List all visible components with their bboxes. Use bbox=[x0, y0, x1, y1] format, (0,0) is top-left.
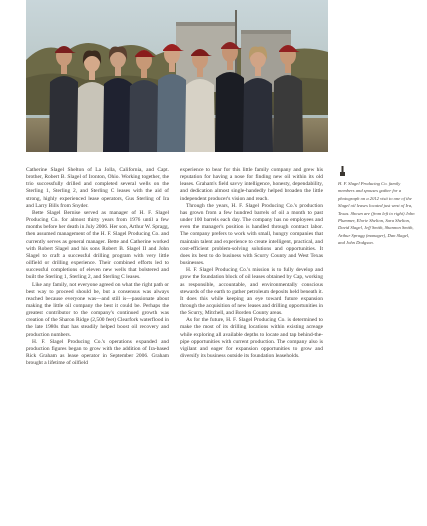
article-paragraph: Bette Slagel Bernise served as manager of H. F. Slagel Producing Co. for almost thirty years from 1976 until a few months before her death in July 2006. Her son, Arthur W. Spragg, then assumed management of the H. F. Slagel Producing Co. and currently serves as general manager. Bette and Catherine worked with Robert Slagel and his sons Robert B. Slagel II and John Slagel to craft a successful drilling program with very little oilfield or drilling experience. Their combined efforts led to successful completions of eleven new wells that bolstered and built the Sterling 1, Sterling 2, and Sterling C leases. bbox=[26, 209, 170, 281]
article-paragraph: Catherine Slagel Shelton of La Jolla, California, and Capt. brother, Robert B. Slagel of Ironton, Ohio. Working together, the trio successfully drilled and completed several wells on the Sterling 1, Sterling 2, and Sterling C leases with the aid of strong, highly experienced lease operators, Gus Sterling of Ira and Larry Bills from Snyder. bbox=[26, 167, 169, 209]
group-photo-icon bbox=[26, 0, 328, 152]
person-figure bbox=[77, 82, 107, 152]
group-photo bbox=[26, 0, 328, 152]
caption-marker-icon bbox=[340, 166, 345, 176]
person-figure bbox=[273, 75, 303, 152]
article-paragraph: Through the years, H. F. Slagel Producing Co.'s production has grown from a few hundred barrels of oil a month to past under 100 barrels each day. The company has no employees and even the manager's position is handled through contract labor. The company prefers to work with small, hungry companies that maintain talent and experience to create intelligent, practical, and cost-efficient problem-solving solutions and opportunities. It does its best to do business with Scurry County and West Texas businesses. bbox=[180, 202, 323, 267]
article-column-right bbox=[180, 167, 323, 360]
article-paragraph: Like any family, not everyone agreed on what the right path or best way to proceed should be, but a consensus was always reached because everyone was—and still is—passionate about making the little oil company the best it could be. Perhaps the greatest contributor to the company's continued growth was creation of the Sharon Ridge (2,500 feet) Clearfork waterflood in the late 1980s that has steadily helped boost oil recovery and production numbers. bbox=[26, 281, 169, 338]
article-paragraph: H. F. Slagel Producing Co.'s mission is to fully develop and grow the foundation block of oil leases obtained by Cap, working as responsible, accountable, and environmentally conscious stewards of the earth to gather petroleum deposits held beneath it. It does this while keeping an eye toward future expansion through the acquisition of new leases and drilling opportunities in the Scurry, Mitchell, and Borden County areas. bbox=[180, 267, 324, 317]
person-figure bbox=[157, 74, 187, 152]
article-paragraph: experience to bear for this little family company and grew his reputation for having a nose for finding new oil within its old leases. Graham's field savvy intelligence, honesty, dependability, and dedication almost single-handedly helped broaden the little independent producer's vision and reach. bbox=[180, 167, 323, 202]
person-figure bbox=[103, 78, 133, 152]
article-paragraph: As for the future, H. F. Slagel Producing Co. is determined to make the most of its drilling locations within existing acreage while exploring all available depths to locate and tap behind-the-pipe opportunities with current production. The company also is vigilant and eager for expansion opportunities to grow and diversify its business outside its foundation leaseholds. bbox=[180, 317, 323, 360]
article-column-left bbox=[26, 167, 169, 367]
person-figure bbox=[49, 76, 79, 152]
person-figure bbox=[129, 80, 159, 152]
photo-caption: H. F. Slagel Producing Co. family members and spouses gather for a photograph on a 2012 visit to one of the Slagel oil leases located just west of Ira, Texas. Shown are (from left to right) John Plummer, Elorie Shelton, Sara Shelton, David Slagel, Jeff Smith, Shannon Smith, Arthur Spragg (manager), Dan Slagel, and John Dodgson. bbox=[338, 181, 415, 246]
person-figure bbox=[243, 78, 273, 152]
person-figure bbox=[215, 72, 245, 152]
article-paragraph: H. F. Slagel Producing Co.'s operations expanded and production figures began to grow with the addition of Ira-based Rick Graham as lease operator in September 2006. Graham brought a lifetime of oilfield bbox=[26, 338, 169, 367]
photo-caption-block bbox=[338, 166, 416, 247]
person-figure bbox=[185, 79, 215, 152]
